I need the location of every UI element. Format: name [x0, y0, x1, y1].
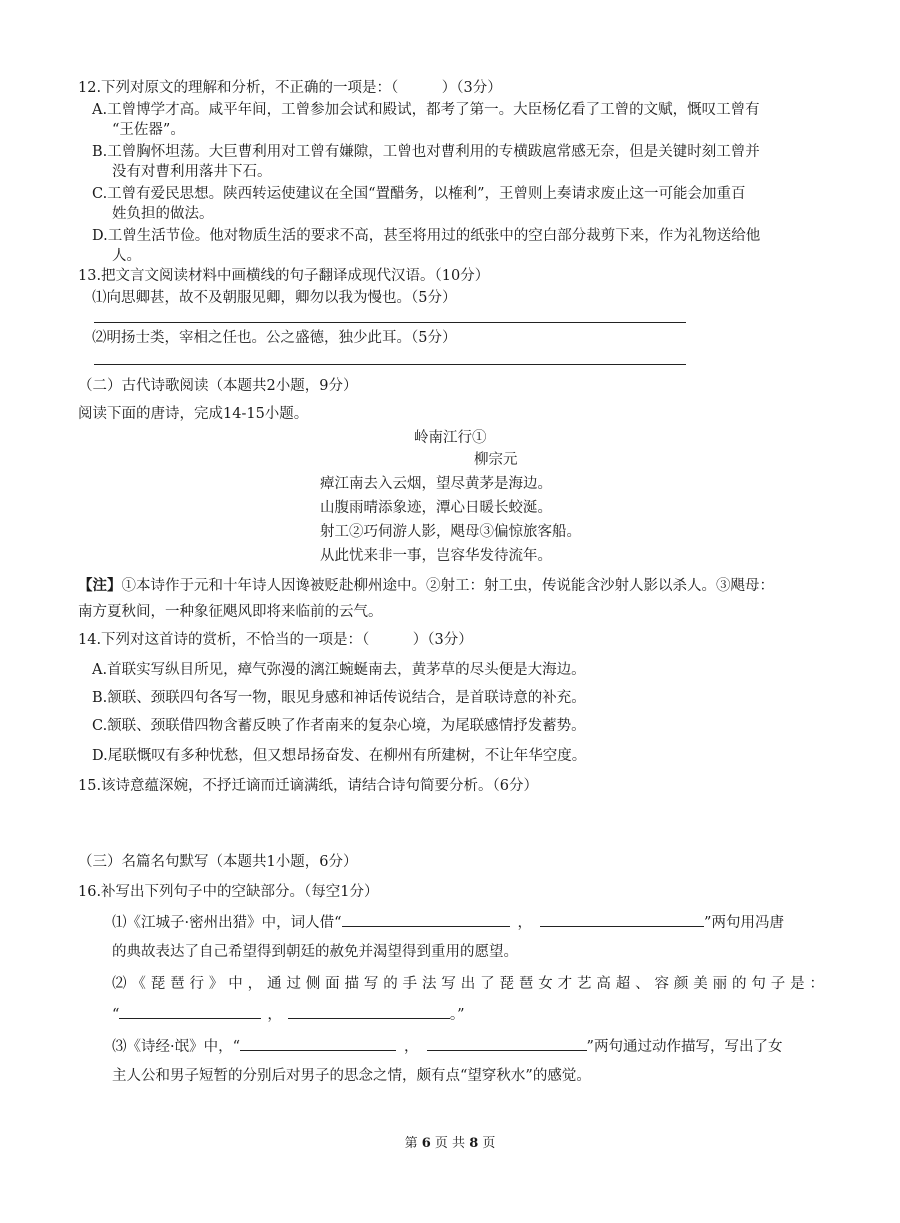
q16-item-3-post: ”两句通过动作描写，写出了女	[586, 1039, 783, 1055]
q16-item-1-pre: ⑴《江城子·密州出猎》中，词人借“	[112, 915, 342, 931]
q16-item-2-char: 琶	[170, 976, 185, 992]
q16-item-2-char: 手	[402, 976, 418, 992]
q16-stem: 16.补写出下列句子中的空缺部分。（每空1分）	[78, 884, 379, 900]
q16-item-2-char: 行	[189, 976, 204, 992]
q16-blank-6[interactable]	[427, 1036, 587, 1051]
q12-option-a-cont: “王佐器”。	[112, 122, 185, 138]
q14-option-d: D.尾联慨叹有多种忧愁，但又想昂扬奋发、在柳州有所建树，不让年华空度。	[92, 748, 587, 764]
section-2-intro: 阅读下面的唐诗，完成14-15小题。	[78, 406, 309, 422]
q16-item-2-char: 高	[596, 976, 611, 992]
q16-item-2-char: 句	[751, 976, 766, 992]
q12-option-b: B.工曾胸怀坦荡。大巨曹利用对工曾有嫌隙，工曾也对曹利用的专横跋扈常感无奈，但是关键时刻工曾并	[92, 144, 760, 160]
poem-line: 射工②巧伺游人影，飓母③偏惊旅客船。	[320, 524, 581, 540]
q16-item-2-char: 侧	[305, 976, 321, 992]
q16-item-2-char: 艺	[577, 976, 592, 992]
q12-option-d-cont: 人。	[112, 248, 141, 264]
q16-blank-2[interactable]	[540, 912, 704, 927]
q16-item-2-char: 容	[654, 976, 669, 992]
q16-item-3	[112, 1036, 782, 1057]
q15-stem: 15.该诗意蕴深婉，不抒迁谪而迁谪满纸，请结合诗句简要分析。（6分）	[78, 778, 539, 794]
q16-item-2-char: 《	[131, 976, 146, 992]
q12-stem: 12.下列对原文的理解和分析，不正确的一项是：（ ）（3分）	[78, 80, 502, 96]
q16-item-2-char: 丽	[712, 976, 728, 992]
page-footer	[0, 1132, 900, 1151]
q16-item-1-sep: ，	[517, 915, 533, 931]
poem-note-cont: 南方夏秋间，一种象征飓风即将来临前的云气。	[78, 604, 383, 620]
footer-page-number: 6	[421, 1136, 431, 1151]
q16-item-2-char: 的	[383, 976, 398, 992]
footer-pre: 第	[404, 1136, 418, 1151]
poem-line: 从此忧来非一事，岂容华发待流年。	[320, 548, 552, 564]
q16-item-2-char: 颜	[673, 976, 689, 992]
q16-item-2-char: 是	[790, 976, 805, 992]
q13-stem: 13.把文言文阅读材料中画横线的句子翻译成现代汉语。（10分）	[78, 268, 490, 284]
q14-stem: 14.下列对这首诗的赏析，不恰当的一项是：（ ）（3分）	[78, 632, 473, 648]
q16-item-3-pre: ⑶《诗经·氓》中，“	[112, 1039, 241, 1055]
q16-blank-1[interactable]	[342, 912, 510, 927]
footer-total-pages: 8	[469, 1136, 479, 1151]
q16-item-2-char: 了	[480, 976, 495, 992]
q13-answer-line-2[interactable]	[94, 364, 686, 365]
q16-item-2-char: 琵	[499, 976, 514, 992]
q13-sentence-2: ⑵明扬士类，宰相之任也。公之盛德，独少此耳。（5分）	[92, 330, 457, 346]
footer-post: 页	[482, 1136, 496, 1151]
q16-item-2-char: 过	[286, 976, 301, 992]
q16-item-2-char: 美	[693, 976, 708, 992]
q12-option-a: A.工曾博学才高。咸平年间，工曾参加会试和殿试，都考了第一。大臣杨亿看了工曾的文赋，慨叹工曾有	[92, 102, 760, 118]
q14-option-b: B.颔联、颈联四句各写一物，眼见身感和神话传说结合，是首联诗意的补充。	[92, 690, 586, 706]
q16-item-2-answer	[112, 1004, 465, 1025]
q16-item-2-char: 琵	[150, 976, 166, 992]
footer-mid: 页 共	[434, 1136, 466, 1151]
q12-option-d: D.工曾生活节俭。他对物质生活的要求不高，甚至将用过的纸张中的空白部分裁剪下来，作为礼物送给他	[92, 228, 761, 244]
q16-item-2-char: 写	[363, 976, 379, 992]
q16-item-2-char: 女	[538, 976, 553, 992]
q16-item-2-char: 超	[615, 976, 631, 992]
q16-blank-5[interactable]	[240, 1036, 396, 1051]
q16-item-2-sep: ，	[267, 1007, 282, 1023]
q16-item-2-char: ⑵	[112, 976, 127, 992]
q16-item-2-char: 面	[325, 976, 340, 992]
poem-line: 瘴江南去入云烟，望尽黄茅是海边。	[320, 476, 552, 492]
q16-item-3-sep: ，	[404, 1039, 419, 1055]
q13-answer-line-1[interactable]	[94, 322, 686, 323]
q16-item-2-char: ，	[247, 976, 263, 992]
section-2-heading: （二）古代诗歌阅读（本题共2小题，9分）	[78, 378, 358, 394]
q16-item-2-char: 描	[344, 976, 359, 992]
q16-item-2-char: 琶	[518, 976, 534, 992]
q16-item-2-char: 子	[770, 976, 786, 992]
q16-item-2-char: 中	[228, 976, 243, 992]
q16-item-2-char: 法	[422, 976, 437, 992]
q16-item-2-char: 才	[557, 976, 573, 992]
q16-blank-4[interactable]	[288, 1004, 450, 1019]
q12-option-c: C.工曾有爱民思想。陕西转运使建议在全国“置醋务，以榷利”，王曾则上奏请求废止这一可能会加重百	[92, 186, 746, 202]
q16-item-2	[112, 974, 824, 994]
q13-sentence-1: ⑴向思卿甚，故不及朝服见卿，卿勿以我为慢也。（5分）	[92, 290, 457, 306]
poem-author: 柳宗元	[474, 452, 518, 468]
section-3-heading: （三）名篇名句默写（本题共1小题，6分）	[78, 854, 358, 870]
q16-item-2-char: 、	[635, 976, 650, 992]
note-label: 【注】	[78, 577, 122, 594]
q12-option-b-cont: 没有对曹利用落井下石。	[112, 164, 272, 180]
q14-option-a: A.首联实写纵目所见，瘴气弥漫的漓江蜿蜒南去，黄茅草的尽头便是大海边。	[92, 662, 586, 678]
note-text: ①本诗作于元和十年诗人因谗被贬赴柳州途中。②射工：射工虫，传说能含沙射人影以杀人。③飓母：	[121, 578, 774, 594]
q14-option-c: C.颔联、颈联借四物含蓄反映了作者南来的复杂心境，为尾联感情抒发蓄势。	[92, 718, 586, 734]
poem-title: 岭南江行①	[414, 430, 487, 446]
q16-blank-3[interactable]	[119, 1004, 261, 1019]
q16-item-2-open: “	[112, 1007, 120, 1023]
q16-item-1-post: ”两句用冯唐	[704, 915, 784, 931]
poem-line: 山腹雨晴添象迹，潭心日暖长蛟涎。	[320, 500, 552, 516]
q16-item-1-cont: 的典故表达了自己希望得到朝廷的赦免并渴望得到重用的愿望。	[112, 944, 518, 960]
poem-note	[78, 576, 774, 596]
q16-item-2-char: 的	[732, 976, 747, 992]
q16-item-2-end: 。”	[449, 1007, 465, 1023]
q16-item-2-char: 出	[460, 976, 476, 992]
q16-item-2-char: 通	[267, 976, 282, 992]
q16-item-2-char: 写	[441, 976, 456, 992]
q16-item-2-char: 》	[208, 976, 224, 992]
q16-item-1	[112, 912, 784, 933]
q16-item-2-char: ：	[809, 976, 824, 992]
q12-option-c-cont: 姓负担的做法。	[112, 206, 214, 222]
q16-item-3-cont: 主人公和男子短暂的分别后对男子的思念之情，颇有点“望穿秋水”的感觉。	[112, 1068, 591, 1084]
